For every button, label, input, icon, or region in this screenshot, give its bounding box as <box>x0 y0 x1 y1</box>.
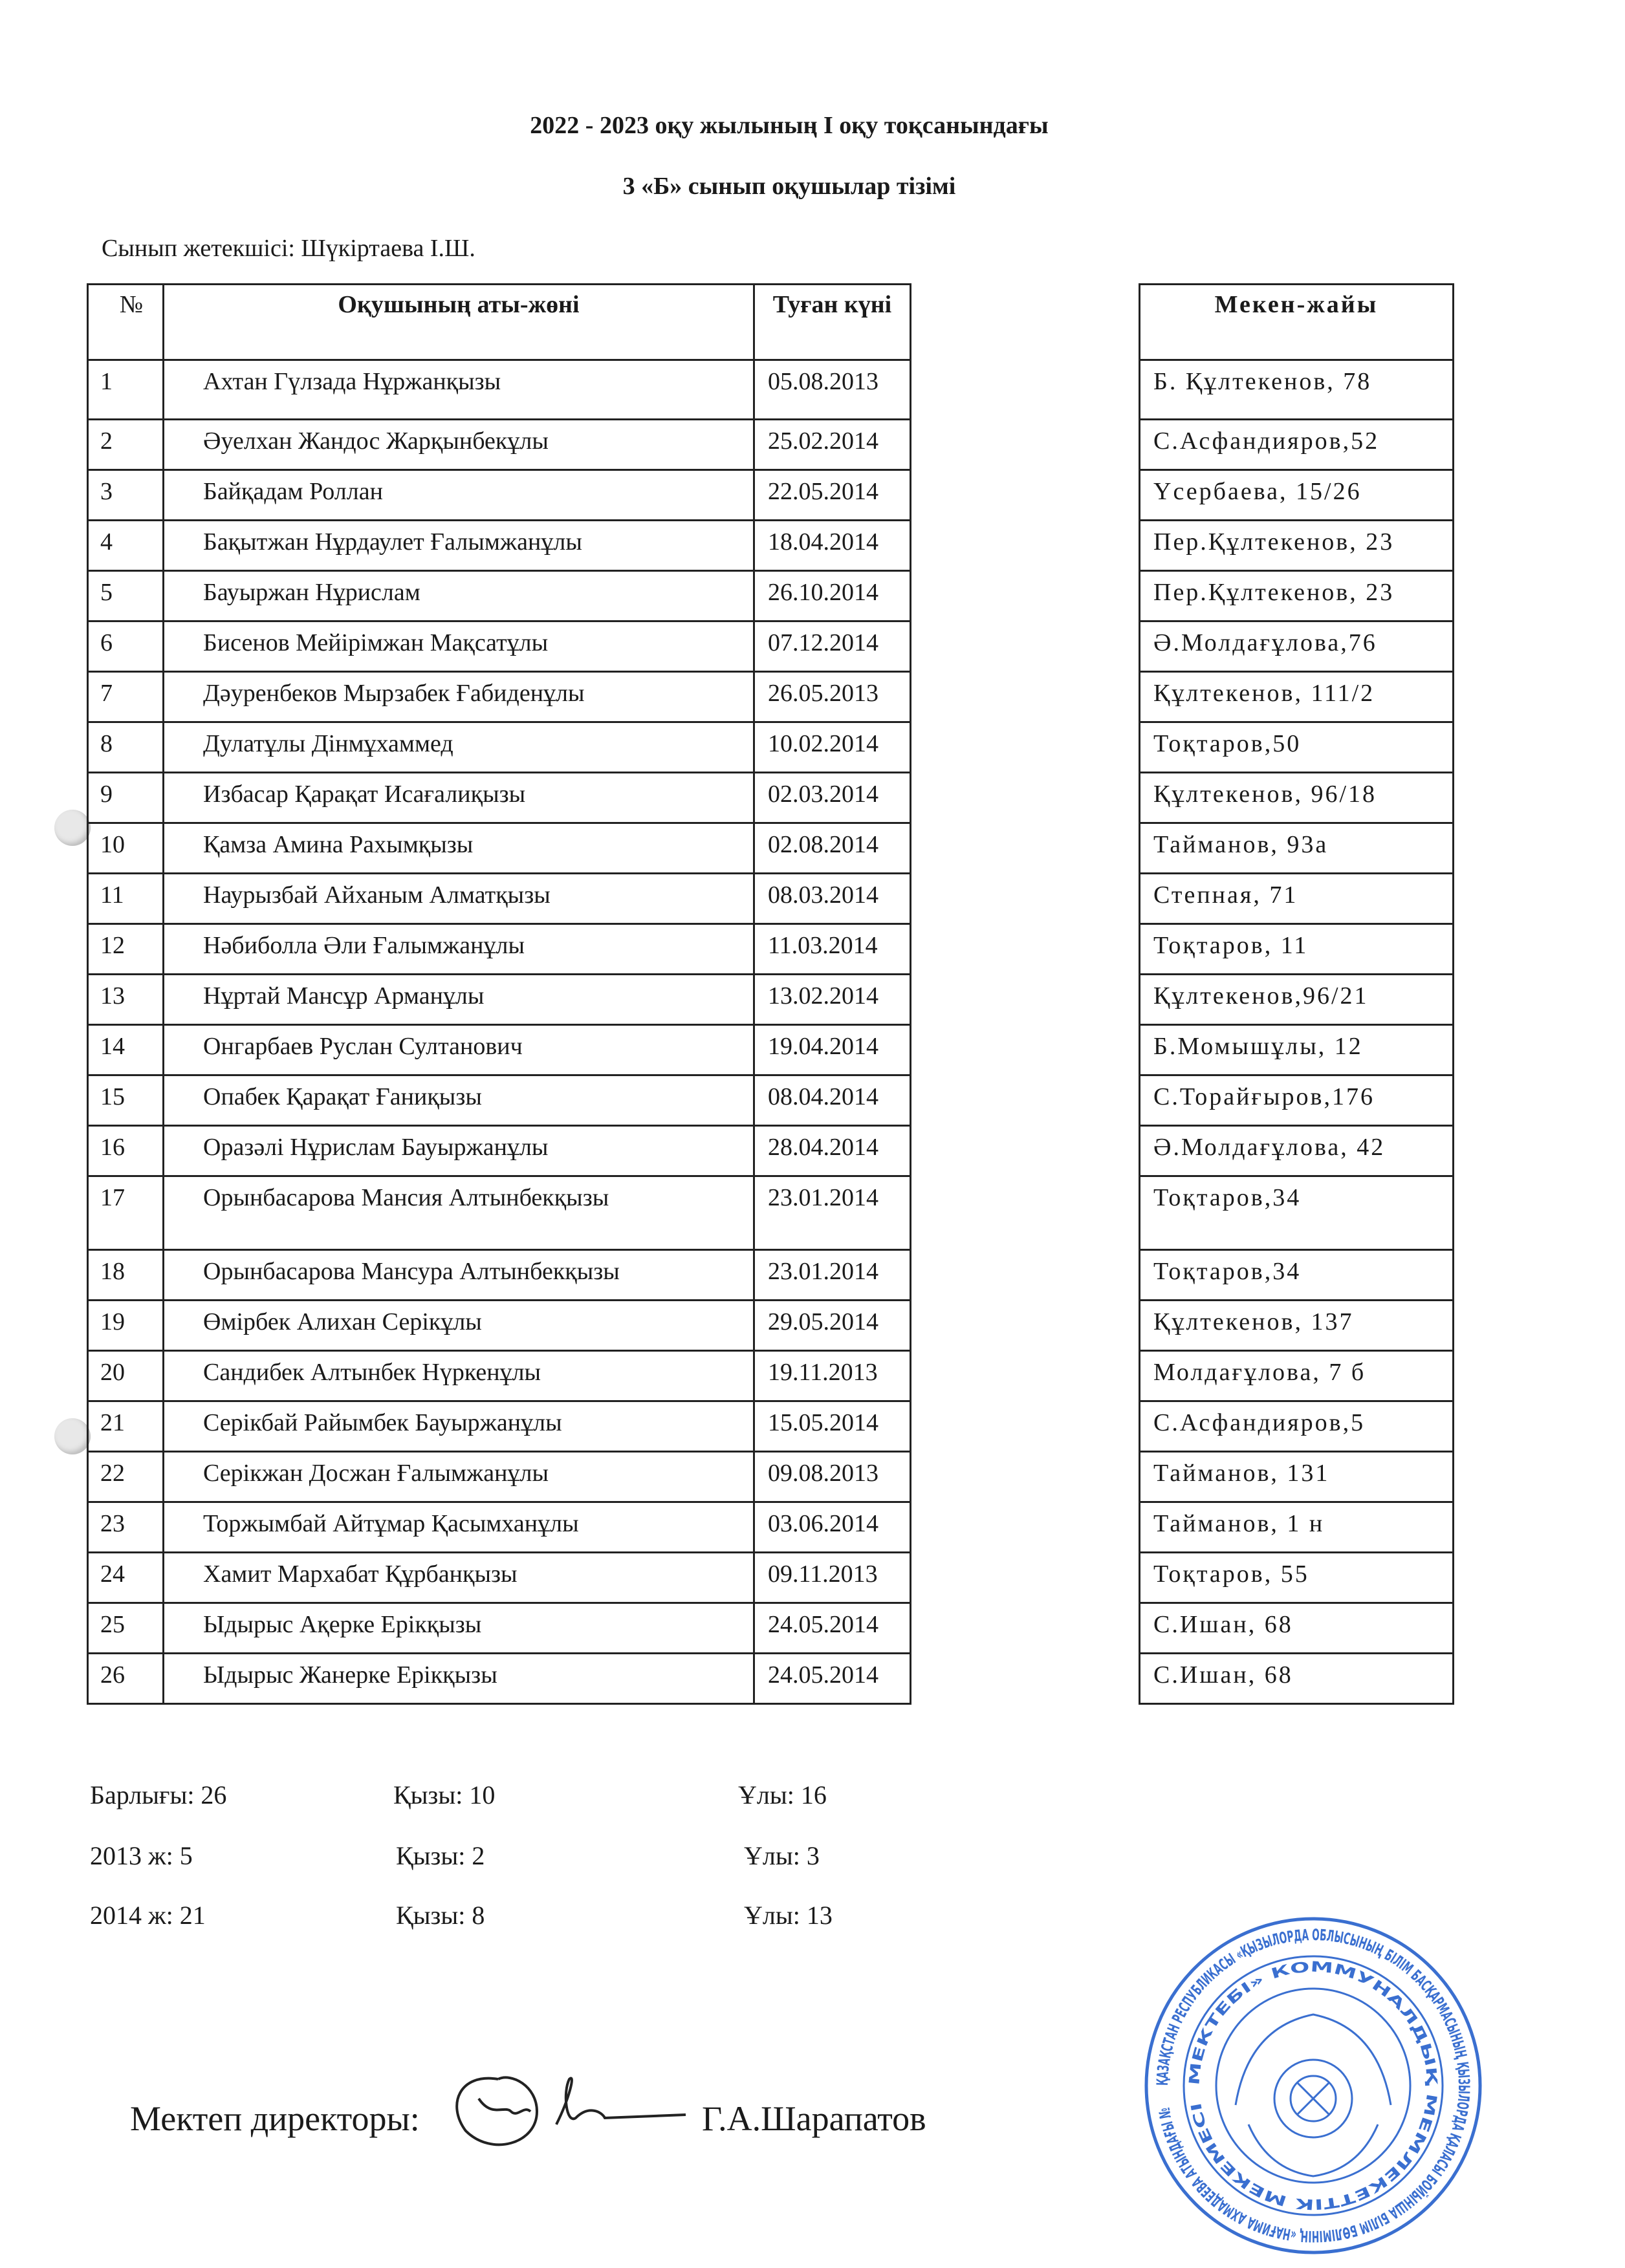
student-name: Серікбай Райымбек Бауыржанұлы <box>164 1401 754 1452</box>
student-name: Бисенов Мейірімжан Мақсатұлы <box>164 621 754 672</box>
column-address: Мекен-жайы <box>1140 285 1454 360</box>
student-address: Пер.Құлтекенов, 23 <box>1140 521 1454 571</box>
table-row <box>1140 1176 1454 1250</box>
student-name: Байқадам Роллан <box>164 470 754 521</box>
table-row <box>88 521 911 571</box>
emblem-icon <box>1236 2014 1391 2176</box>
row-number: 24 <box>88 1553 164 1603</box>
table-row <box>1140 621 1454 672</box>
row-number: 1 <box>88 360 164 420</box>
row-number: 5 <box>88 571 164 621</box>
svg-text:ҚАЗАҚСТАН РЕСПУБЛИКАСЫ «ҚЫЗЫЛО: ҚАЗАҚСТАН РЕСПУБЛИКАСЫ «ҚЫЗЫЛОРДА ОБЛЫСЫНЫҢ БІЛІМ БАСҚАРМАСЫНЫҢ ҚЫЗЫЛОРДА ҚАЛАСЫ БОЙЫНША БІЛІМ БӨЛІМІНІҢ «НАҒИМА АХМАДЕЕВА АТЫНДАҒЫ № <box>1153 1925 1474 2246</box>
table-row <box>88 874 911 924</box>
row-number: 18 <box>88 1250 164 1301</box>
row-number: 17 <box>88 1176 164 1250</box>
table-row <box>1140 823 1454 874</box>
birth-date: 28.04.2014 <box>754 1126 911 1176</box>
birth-date: 03.06.2014 <box>754 1502 911 1553</box>
student-name: Серікжан Досжан Ғалымжанұлы <box>164 1452 754 1502</box>
summary-2014-girls: Қызы: 8 <box>396 1901 485 1930</box>
table-row <box>88 1176 911 1250</box>
birth-date: 09.11.2013 <box>754 1553 911 1603</box>
row-number: 10 <box>88 823 164 874</box>
table-row <box>1140 722 1454 773</box>
student-address: Үсербаева, 15/26 <box>1140 470 1454 521</box>
students-table <box>87 283 911 1705</box>
student-address: Ә.Молдағұлова,76 <box>1140 621 1454 672</box>
table-row <box>88 420 911 470</box>
student-address: Тоқтаров,34 <box>1140 1176 1454 1250</box>
student-name: Торжымбай Айтұмар Қасымханұлы <box>164 1502 754 1553</box>
column-number: № <box>88 285 164 360</box>
student-name: Нәбиболла Әли Ғалымжанұлы <box>164 924 754 975</box>
table-row <box>1140 975 1454 1025</box>
row-number: 9 <box>88 773 164 823</box>
student-address: Тоқтаров,50 <box>1140 722 1454 773</box>
birth-date: 09.08.2013 <box>754 1452 911 1502</box>
birth-date: 08.04.2014 <box>754 1075 911 1126</box>
table-row <box>88 571 911 621</box>
table-row <box>1140 1126 1454 1176</box>
birth-date: 25.02.2014 <box>754 420 911 470</box>
table-row <box>88 1452 911 1502</box>
student-name: Наурызбай Айханым Алматқызы <box>164 874 754 924</box>
student-name: Онгарбаев Руслан Султанович <box>164 1025 754 1075</box>
table-row <box>1140 773 1454 823</box>
column-dob: Туған күні <box>754 285 911 360</box>
table-row <box>1140 360 1454 420</box>
row-number: 21 <box>88 1401 164 1452</box>
student-address: С.Асфандияров,5 <box>1140 1401 1454 1452</box>
table-row <box>88 924 911 975</box>
row-number: 25 <box>88 1603 164 1654</box>
student-name: Әуелхан Жандос Жарқынбекұлы <box>164 420 754 470</box>
student-address: Құлтекенов, 96/18 <box>1140 773 1454 823</box>
student-name: Нұртай Мансұр Арманұлы <box>164 975 754 1025</box>
summary-2014: 2014 ж: 21 <box>90 1901 206 1930</box>
row-number: 16 <box>88 1126 164 1176</box>
student-address: С.Ишан, 68 <box>1140 1654 1454 1704</box>
birth-date: 18.04.2014 <box>754 521 911 571</box>
table-row <box>1140 1025 1454 1075</box>
director-name: Г.А.Шарапатов <box>702 2099 926 2138</box>
table-header-row <box>1140 285 1454 360</box>
student-address: Құлтекенов, 111/2 <box>1140 672 1454 722</box>
table-row <box>88 1553 911 1603</box>
student-name: Бақытжан Нұрдаулет Ғалымжанұлы <box>164 521 754 571</box>
table-row <box>88 823 911 874</box>
student-address: Ә.Молдағұлова, 42 <box>1140 1126 1454 1176</box>
birth-date: 23.01.2014 <box>754 1176 911 1250</box>
student-name: Оразәлі Нұрислам Бауыржанұлы <box>164 1126 754 1176</box>
student-name: Орынбасарова Мансия Алтынбекқызы <box>164 1176 754 1250</box>
student-name: Хамит Мархабат Құрбанқызы <box>164 1553 754 1603</box>
birth-date: 13.02.2014 <box>754 975 911 1025</box>
birth-date: 23.01.2014 <box>754 1250 911 1301</box>
table-row <box>88 773 911 823</box>
student-name: Өмірбек Алихан Серікұлы <box>164 1301 754 1351</box>
student-address: Тоқтаров, 55 <box>1140 1553 1454 1603</box>
row-number: 4 <box>88 521 164 571</box>
birth-date: 19.04.2014 <box>754 1025 911 1075</box>
table-row <box>88 722 911 773</box>
student-address: Тайманов, 93а <box>1140 823 1454 874</box>
table-row <box>1140 1452 1454 1502</box>
table-row <box>1140 924 1454 975</box>
table-row <box>1140 420 1454 470</box>
table-row <box>1140 1075 1454 1126</box>
birth-date: 19.11.2013 <box>754 1351 911 1401</box>
student-name: Дәуренбеков Мырзабек Ғабиденұлы <box>164 672 754 722</box>
summary-2014-boys: Ұлы: 13 <box>744 1901 833 1930</box>
class-teacher: Сынып жетекшісі: Шүкіртаева І.Ш. <box>102 235 475 262</box>
student-name: Орынбасарова Мансура Алтынбекқызы <box>164 1250 754 1301</box>
birth-date: 05.08.2013 <box>754 360 911 420</box>
table-row <box>1140 1351 1454 1401</box>
table-row <box>88 1502 911 1553</box>
birth-date: 07.12.2014 <box>754 621 911 672</box>
table-row <box>1140 1603 1454 1654</box>
student-address: Тоқтаров, 11 <box>1140 924 1454 975</box>
row-number: 2 <box>88 420 164 470</box>
table-row <box>88 1025 911 1075</box>
table-row <box>88 1075 911 1126</box>
row-number: 23 <box>88 1502 164 1553</box>
row-number: 14 <box>88 1025 164 1075</box>
table-row <box>88 1401 911 1452</box>
table-row <box>1140 1401 1454 1452</box>
student-name: Сандибек Алтынбек Нүркенұлы <box>164 1351 754 1401</box>
table-row <box>88 1250 911 1301</box>
table-row <box>88 1654 911 1704</box>
birth-date: 29.05.2014 <box>754 1301 911 1351</box>
row-number: 8 <box>88 722 164 773</box>
table-row <box>1140 521 1454 571</box>
table-row <box>1140 874 1454 924</box>
birth-date: 22.05.2014 <box>754 470 911 521</box>
student-address: С.Торайғыров,176 <box>1140 1075 1454 1126</box>
address-table <box>1139 283 1454 1705</box>
summary-2013-girls: Қызы: 2 <box>396 1841 485 1870</box>
table-row <box>88 470 911 521</box>
column-name: Оқушының аты-жөні <box>164 285 754 360</box>
summary-2013: 2013 ж: 5 <box>90 1841 193 1870</box>
student-address: С.Асфандияров,52 <box>1140 420 1454 470</box>
student-name: Ахтан Гүлзада Нұржанқызы <box>164 360 754 420</box>
student-address: Құлтекенов,96/21 <box>1140 975 1454 1025</box>
table-row <box>88 1126 911 1176</box>
student-name: Ыдырыс Ақерке Ерікқызы <box>164 1603 754 1654</box>
birth-date: 02.08.2014 <box>754 823 911 874</box>
birth-date: 26.10.2014 <box>754 571 911 621</box>
table-row <box>1140 1654 1454 1704</box>
birth-date: 26.05.2013 <box>754 672 911 722</box>
student-name: Бауыржан Нұрислам <box>164 571 754 621</box>
birth-date: 24.05.2014 <box>754 1603 911 1654</box>
student-address: Тайманов, 1 н <box>1140 1502 1454 1553</box>
student-address: Құлтекенов, 137 <box>1140 1301 1454 1351</box>
row-number: 3 <box>88 470 164 521</box>
punch-hole <box>54 810 91 846</box>
svg-text:МЕКТЕБІ» КОММУНАЛДЫҚ МЕМЛЕКЕТТ: МЕКТЕБІ» КОММУНАЛДЫҚ МЕМЛЕКЕТТІК МЕКЕМЕСІ <box>1186 1959 1440 2212</box>
table-row <box>88 360 911 420</box>
birth-date: 10.02.2014 <box>754 722 911 773</box>
table-row <box>1140 571 1454 621</box>
student-address: Б.Момышұлы, 12 <box>1140 1025 1454 1075</box>
summary-total-girls: Қызы: 10 <box>393 1780 496 1809</box>
director-label: Мектеп директоры: <box>130 2099 420 2138</box>
summary-total-boys: Ұлы: 16 <box>738 1780 827 1809</box>
student-address: Степная, 71 <box>1140 874 1454 924</box>
table-row <box>1140 1502 1454 1553</box>
student-address: Тоқтаров,34 <box>1140 1250 1454 1301</box>
student-name: Дулатұлы Дінмұхаммед <box>164 722 754 773</box>
table-row <box>1140 1301 1454 1351</box>
table-row <box>1140 470 1454 521</box>
row-number: 7 <box>88 672 164 722</box>
birth-date: 02.03.2014 <box>754 773 911 823</box>
row-number: 22 <box>88 1452 164 1502</box>
table-row <box>1140 672 1454 722</box>
table-row <box>88 1603 911 1654</box>
table-row <box>88 975 911 1025</box>
summary-total: Барлығы: 26 <box>90 1780 227 1809</box>
document-subtitle: 3 «Б» сынып оқушылар тізімі <box>622 173 956 200</box>
table-row <box>88 621 911 672</box>
student-name: Ыдырыс Жанерке Ерікқызы <box>164 1654 754 1704</box>
student-address: С.Ишан, 68 <box>1140 1603 1454 1654</box>
table-row <box>1140 1250 1454 1301</box>
birth-date: 24.05.2014 <box>754 1654 911 1704</box>
document-title: 2022 - 2023 оқу жылының І оқу тоқсанындағы <box>530 112 1049 139</box>
student-address: Тайманов, 131 <box>1140 1452 1454 1502</box>
table-header-row <box>88 285 911 360</box>
row-number: 20 <box>88 1351 164 1401</box>
table-row <box>1140 1553 1454 1603</box>
row-number: 12 <box>88 924 164 975</box>
director-signature <box>440 2060 699 2157</box>
student-address: Молдағұлова, 7 б <box>1140 1351 1454 1401</box>
student-address: Б. Құлтекенов, 78 <box>1140 360 1454 420</box>
summary-2013-boys: Ұлы: 3 <box>744 1841 820 1870</box>
row-number: 19 <box>88 1301 164 1351</box>
student-name: Опабек Қарақат Ғаниқызы <box>164 1075 754 1126</box>
table-row <box>88 1301 911 1351</box>
table-row <box>88 672 911 722</box>
row-number: 11 <box>88 874 164 924</box>
birth-date: 11.03.2014 <box>754 924 911 975</box>
row-number: 13 <box>88 975 164 1025</box>
row-number: 26 <box>88 1654 164 1704</box>
birth-date: 08.03.2014 <box>754 874 911 924</box>
table-row <box>88 1351 911 1401</box>
birth-date: 15.05.2014 <box>754 1401 911 1452</box>
row-number: 15 <box>88 1075 164 1126</box>
punch-hole <box>54 1418 91 1454</box>
student-name: Қамза Амина Рахымқызы <box>164 823 754 874</box>
row-number: 6 <box>88 621 164 672</box>
student-name: Избасар Қарақат Исағалиқызы <box>164 773 754 823</box>
school-stamp <box>1139 1911 1488 2260</box>
student-address: Пер.Құлтекенов, 23 <box>1140 571 1454 621</box>
